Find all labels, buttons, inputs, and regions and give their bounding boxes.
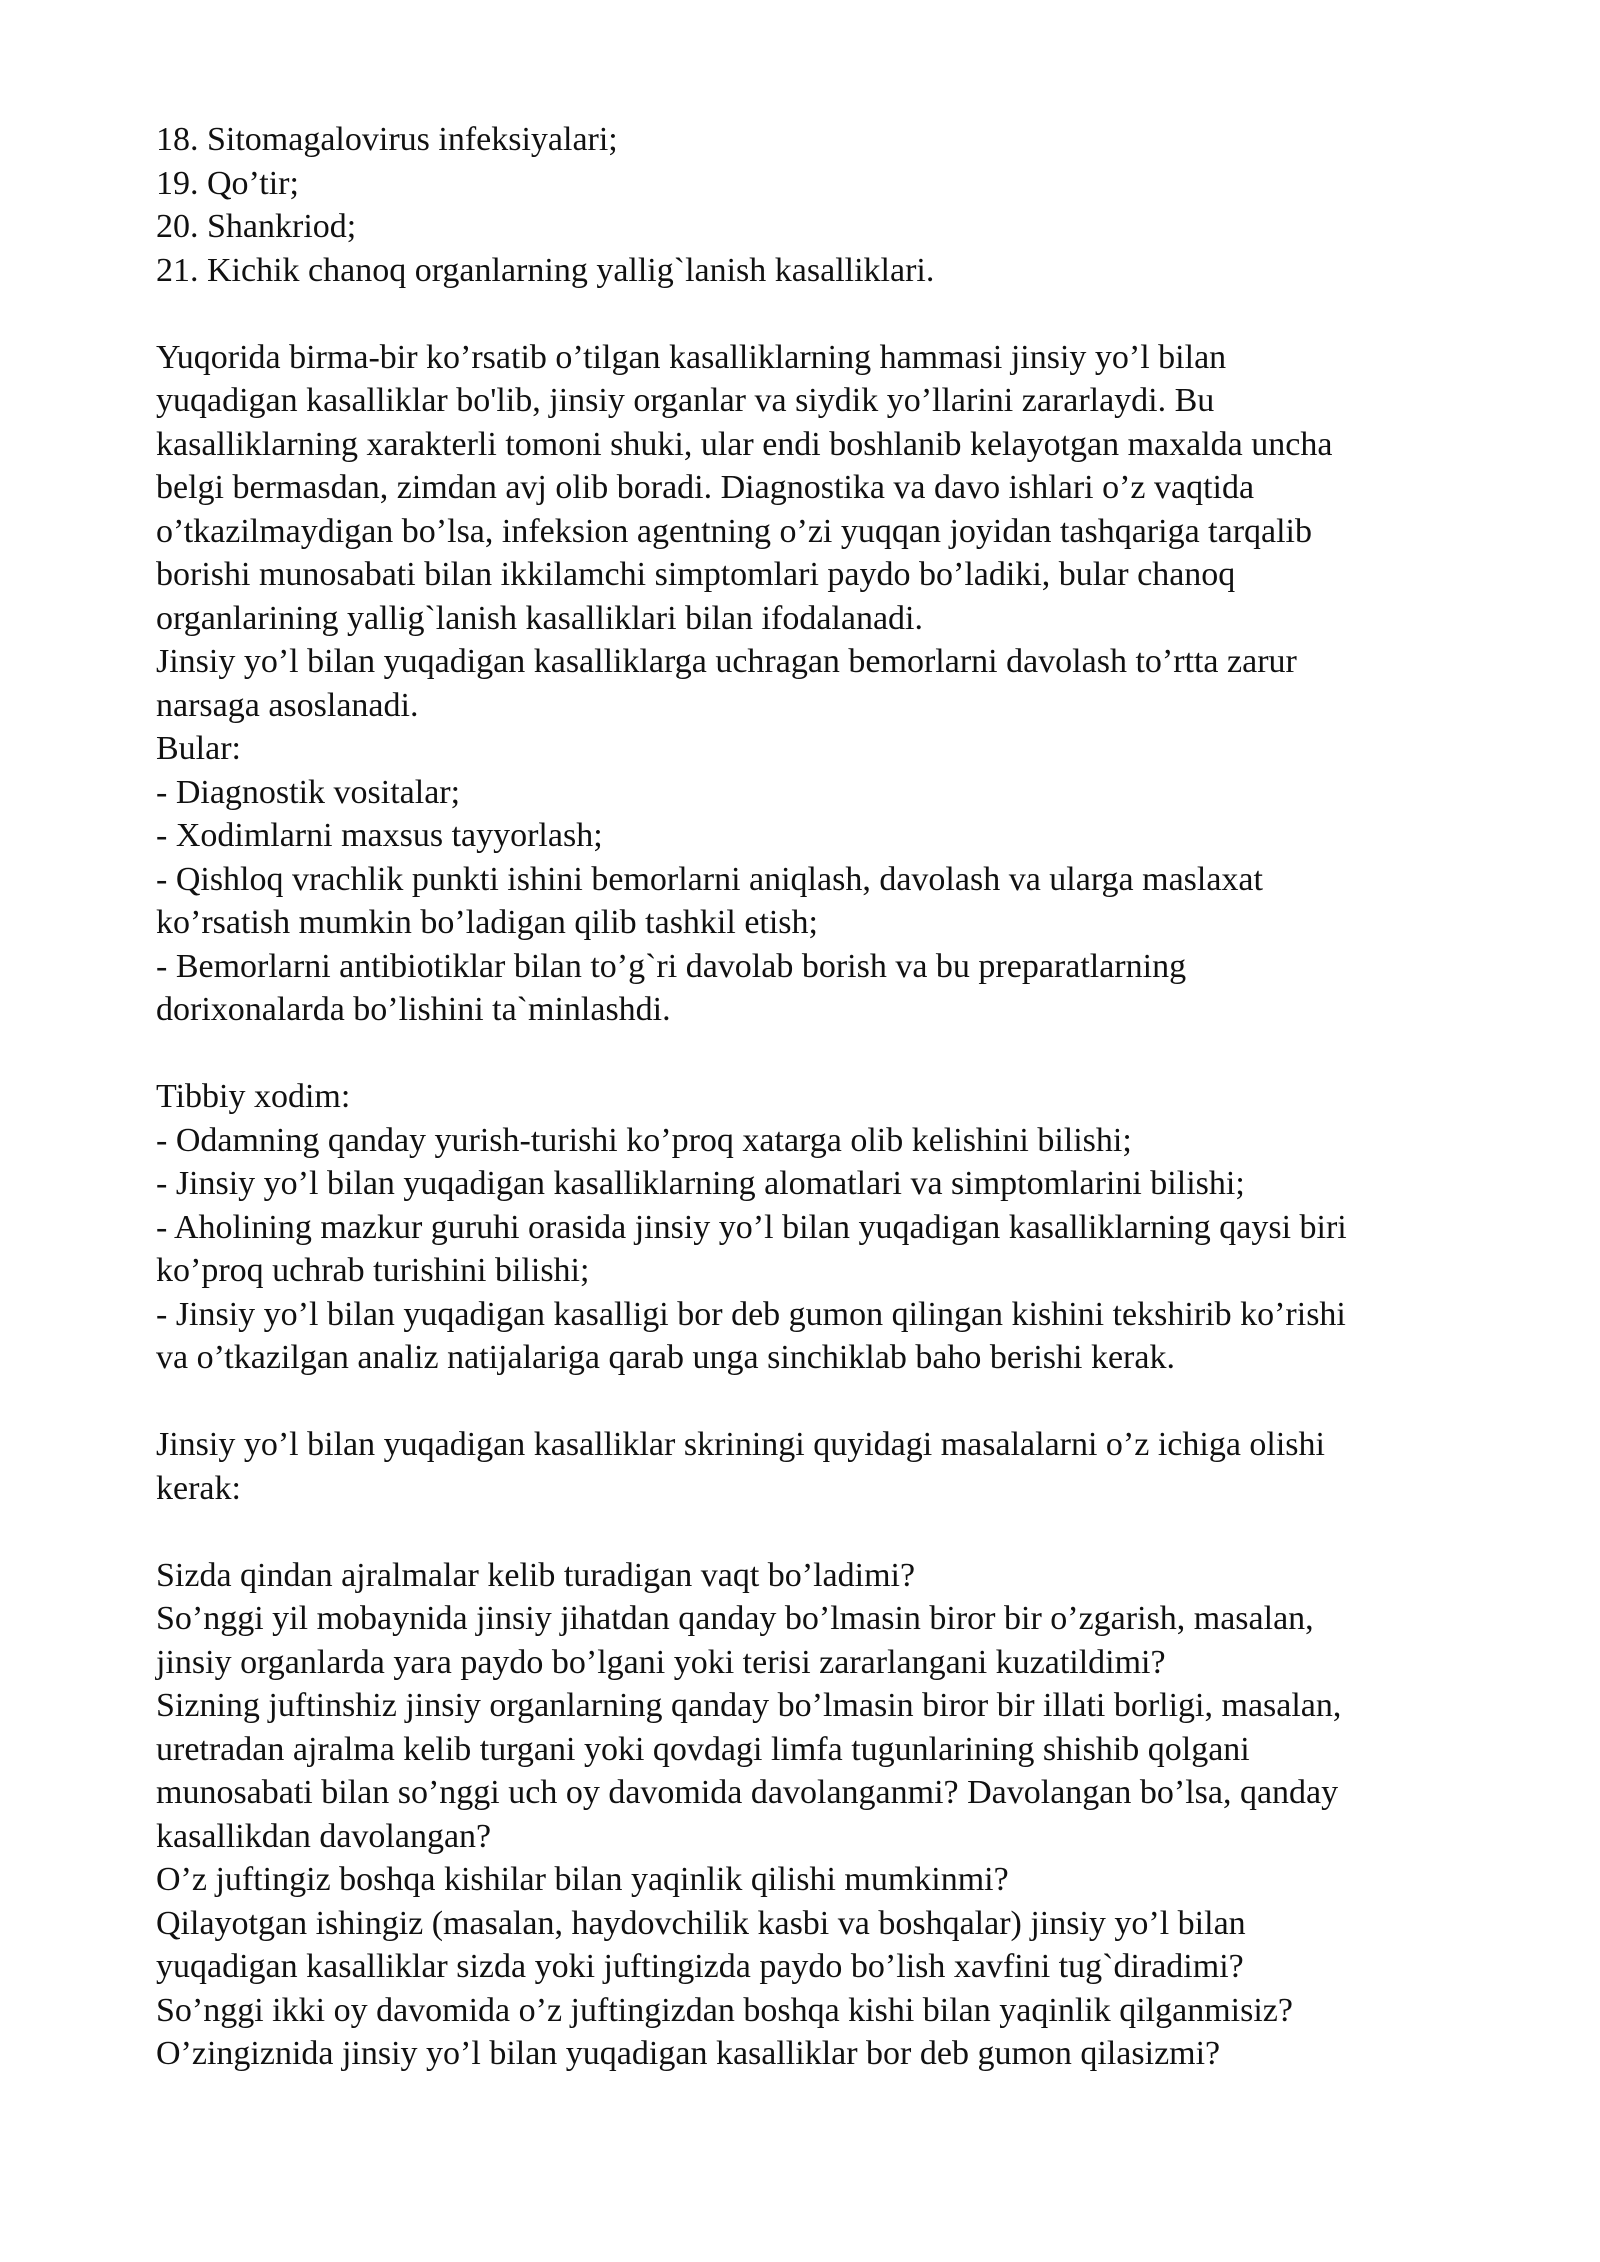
paragraph-overview [156, 336, 1486, 641]
list-item: 20. Shankriod; [156, 208, 357, 245]
paragraph-spacer [156, 292, 1486, 336]
list-item: - Aholining mazkur guruhi orasida jinsiy yo’l bilan yuqadigan kasalliklarning qaysi biri [156, 1208, 1347, 1246]
question-line: yuqadigan kasalliklar sizda yoki juftingizda paydo bo’lish xavfini tug`diradimi? [156, 1948, 1244, 1985]
list-item: 18. Sitomagalovirus infeksiyalari; [156, 121, 618, 158]
section-label: Bular: [156, 730, 241, 767]
question-line: kasallikdan davolangan? [156, 1817, 492, 1855]
section-label: Tibbiy xodim: [156, 1078, 351, 1115]
list-item: 19. Qo’tir; [156, 164, 299, 202]
list-item: - Jinsiy yo’l bilan yuqadigan kasalligi bor deb gumon qilingan kishini tekshirib ko’rishi [156, 1295, 1346, 1333]
question-line: munosabati bilan so’nggi uch oy davomida davolanganmi? Davolangan bo’lsa, qanday [156, 1774, 1339, 1811]
question-line: jinsiy organlarda yara paydo bo’lgani yoki terisi zararlangani kuzatildimi? [156, 1643, 1166, 1681]
disease-list [156, 118, 1486, 292]
list-item: - Bemorlarni antibiotiklar bilan to’g`ri davolab borish va bu preparatlarning [156, 947, 1187, 985]
list-item: - Diagnostik vositalar; [156, 773, 461, 811]
text-line: yuqadigan kasalliklar bo'lib, jinsiy organlar va siydik yo’llarini zararlaydi. Bu [156, 382, 1215, 419]
list-item: va o’tkazilgan analiz natijalariga qarab unga sinchiklab baho berishi kerak. [156, 1339, 1175, 1376]
text-line: o’tkazilmaydigan bo’lsa, infeksion agentning o’zi yuqqan joyidan tashqariga tarqalib [156, 512, 1312, 550]
paragraph-treatment [156, 640, 1486, 727]
text-line: kasalliklarning xarakterli tomoni shuki, ular endi boshlanib kelayotgan maxalda uncha [156, 425, 1333, 463]
list-item: - Qishloq vrachlik punkti ishini bemorlarni aniqlash, davolash va ularga maslaxat [156, 860, 1263, 898]
screening-intro [156, 1423, 1486, 1510]
text-line: organlarining yallig`lanish kasalliklari bilan ifodalanadi. [156, 599, 923, 637]
list-item: - Odamning qanday yurish-turishi ko’proq xatarga olib kelishini bilishi; [156, 1121, 1132, 1159]
list-item: ko’rsatish mumkin bo’ladigan qilib tashkil etish; [156, 904, 818, 941]
screening-questions [156, 1554, 1486, 2076]
question-line: O’zingiznida jinsiy yo’l bilan yuqadigan kasalliklar bor deb gumon qilasizmi? [156, 2035, 1221, 2072]
question-line: So’nggi yil mobaynida jinsiy jihatdan qanday bo’lmasin biror bir o’zgarish, masalan, [156, 1600, 1314, 1637]
text-line: borishi munosabati bilan ikkilamchi simptomlari paydo bo’ladiki, bular chanoq [156, 556, 1236, 593]
text-line: narsaga asoslanadi. [156, 686, 419, 724]
list-item: ko’proq uchrab turishini bilishi; [156, 1252, 590, 1289]
text-line: Jinsiy yo’l bilan yuqadigan kasalliklarga uchragan bemorlarni davolash to’rtta zarur [156, 643, 1297, 680]
paragraph-spacer [156, 1510, 1486, 1554]
list-item: dorixonalarda bo’lishini ta`minlashdi. [156, 991, 671, 1028]
question-line: Sizning juftinshiz jinsiy organlarning qanday bo’lmasin biror bir illati borligi, masalan, [156, 1687, 1342, 1724]
text-line: belgi bermasdan, zimdan avj olib boradi. Diagnostika va davo ishlari o’z vaqtida [156, 469, 1255, 506]
text-line: kerak: [156, 1469, 241, 1507]
question-line: Qilayotgan ishingiz (masalan, haydovchilik kasbi va boshqalar) jinsiy yo’l bilan [156, 1904, 1246, 1942]
paragraph-spacer [156, 1032, 1486, 1076]
text-line: Jinsiy yo’l bilan yuqadigan kasalliklar skriningi quyidagi masalalarni o’z ichiga olishi [156, 1426, 1325, 1463]
tibbiy-section [156, 1075, 1486, 1380]
list-item: - Xodimlarni maxsus tayyorlash; [156, 817, 603, 854]
text-line: Yuqorida birma-bir ko’rsatib o’tilgan kasalliklarning hammasi jinsiy yo’l bilan [156, 338, 1227, 376]
question-line: Sizda qindan ajralmalar kelib turadigan vaqt bo’ladimi? [156, 1556, 916, 1594]
list-item: - Jinsiy yo’l bilan yuqadigan kasalliklarning alomatlari va simptomlarini bilishi; [156, 1165, 1245, 1202]
paragraph-spacer [156, 1380, 1486, 1424]
question-line: uretradan ajralma kelib turgani yoki qovdagi limfa tugunlarining shishib qolgani [156, 1730, 1250, 1768]
bular-section [156, 727, 1486, 1032]
list-item: 21. Kichik chanoq organlarning yallig`lanish kasalliklari. [156, 251, 935, 289]
question-line: O’z juftingiz boshqa kishilar bilan yaqinlik qilishi mumkinmi? [156, 1861, 1009, 1898]
document-page [156, 118, 1486, 2076]
question-line: So’nggi ikki oy davomida o’z juftingizdan boshqa kishi bilan yaqinlik qilganmisiz? [156, 1991, 1293, 2029]
